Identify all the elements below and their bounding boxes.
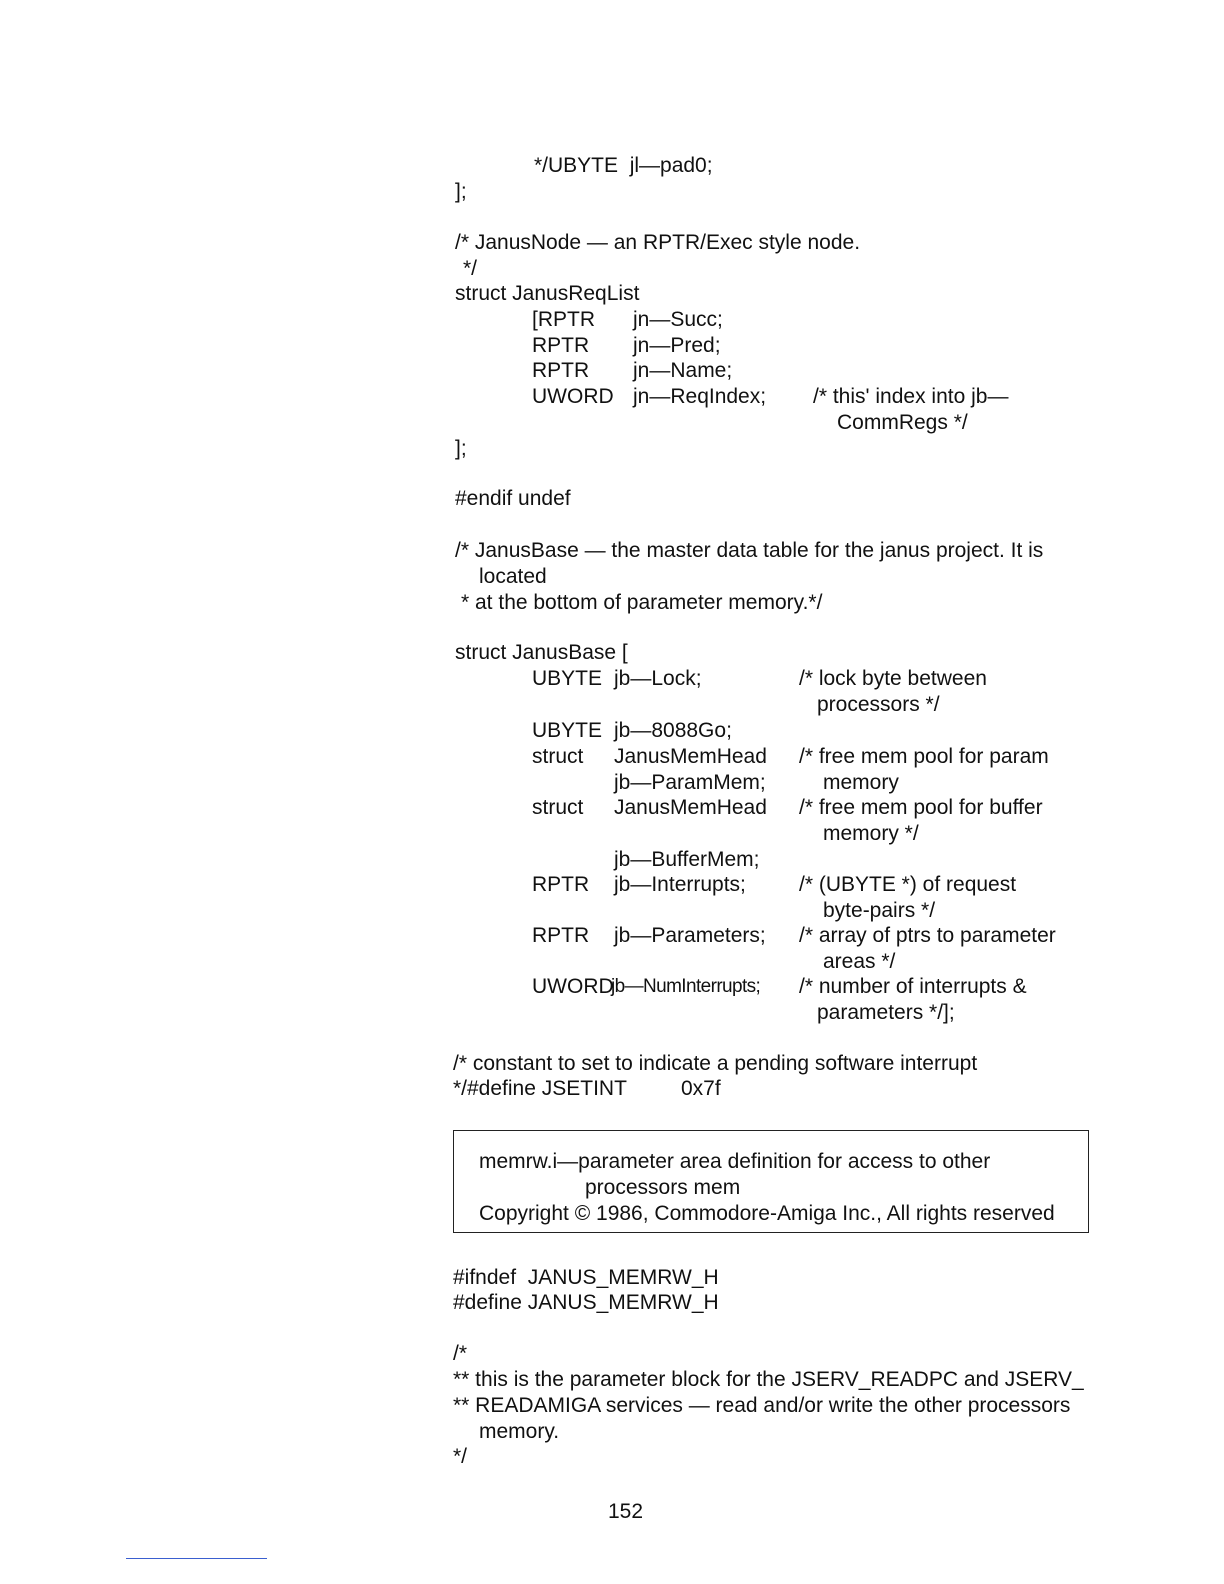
field-comment: /* lock byte between (799, 667, 987, 690)
comment-line: /* (453, 1342, 468, 1365)
field-comment: /* this' index into jb— (813, 385, 1009, 408)
comment-line: ** this is the parameter block for the JSERV_READPC and JSERV_ (453, 1368, 1084, 1391)
field-comment: processors */ (817, 693, 940, 716)
field-name: jn—Succ; (633, 308, 723, 331)
file-header-box (453, 1130, 1089, 1233)
field-name: jb—ParamMem; (614, 771, 766, 794)
field-name: jb—8088Go; (614, 719, 732, 742)
code-line: struct JanusReqList (455, 282, 640, 305)
file-header-title-cont: processors mem (585, 1176, 741, 1199)
code-line: ]; (455, 437, 467, 460)
comment-line: * at the bottom of parameter memory.*/ (461, 591, 823, 614)
field-name: jb—Interrupts; (614, 873, 746, 896)
field-name: jb—NumInterrupts; (611, 976, 761, 997)
code-line: #ifndef JANUS_MEMRW_H (453, 1266, 719, 1289)
field-comment: areas */ (823, 950, 896, 973)
field-type: RPTR (532, 924, 590, 947)
field-type: UWORD (532, 975, 614, 998)
field-comment: CommRegs */ (837, 411, 968, 434)
field-name: JanusMemHead (614, 745, 767, 768)
field-type: struct (532, 745, 584, 768)
comment-line: located (479, 565, 547, 588)
comment-line: /* JanusNode — an RPTR/Exec style node. (455, 231, 861, 254)
comment-line: */ (463, 257, 478, 280)
code-line: ]; (455, 180, 467, 203)
field-comment: memory (823, 771, 899, 794)
code-line: */UBYTE jl—pad0; (534, 154, 713, 177)
field-name: jb—BufferMem; (614, 848, 760, 871)
field-type: UBYTE (532, 667, 603, 690)
code-line: #define JANUS_MEMRW_H (453, 1291, 719, 1314)
field-type: RPTR (532, 334, 590, 357)
field-comment: memory */ (823, 822, 919, 845)
footnote-rule (126, 1558, 267, 1559)
field-name: jb—Parameters; (614, 924, 766, 947)
field-type: RPTR (532, 359, 590, 382)
field-comment: parameters */]; (817, 1001, 955, 1024)
comment-line: /* JanusBase — the master data table for the janus project. It is (455, 539, 1044, 562)
field-comment: /* number of interrupts & (799, 975, 1027, 998)
field-name: jn—Pred; (633, 334, 721, 357)
field-name: jb—Lock; (614, 667, 702, 690)
field-comment: /* free mem pool for buffer (799, 796, 1043, 819)
field-comment: /* free mem pool for param (799, 745, 1049, 768)
code-line: struct JanusBase [ (455, 641, 628, 664)
comment-line: */ (453, 1445, 468, 1468)
file-header-title: memrw.i—parameter area definition for access to other (479, 1150, 991, 1173)
field-name: jn—ReqIndex; (633, 385, 767, 408)
comment-line: ** READAMIGA services — read and/or write the other processors (453, 1394, 1071, 1417)
field-comment: byte-pairs */ (823, 899, 936, 922)
code-line: */#define JSETINT (453, 1077, 627, 1100)
code-line: #endif undef (455, 487, 571, 510)
field-type: UBYTE (532, 719, 603, 742)
field-comment: /* (UBYTE *) of request (799, 873, 1017, 896)
field-type: RPTR (532, 873, 590, 896)
field-type: [RPTR (532, 308, 595, 331)
field-comment: /* array of ptrs to parameter (799, 924, 1056, 947)
field-name: JanusMemHead (614, 796, 767, 819)
code-value: 0x7f (681, 1077, 721, 1100)
comment-line: memory. (479, 1420, 560, 1443)
copyright-notice: Copyright © 1986, Commodore-Amiga Inc., All rights reserved (479, 1202, 1055, 1225)
field-type: UWORD (532, 385, 614, 408)
field-type: struct (532, 796, 584, 819)
comment-line: /* constant to set to indicate a pending software interrupt (453, 1052, 978, 1075)
field-name: jn—Name; (633, 359, 733, 382)
page-number: 152 (608, 1500, 644, 1523)
